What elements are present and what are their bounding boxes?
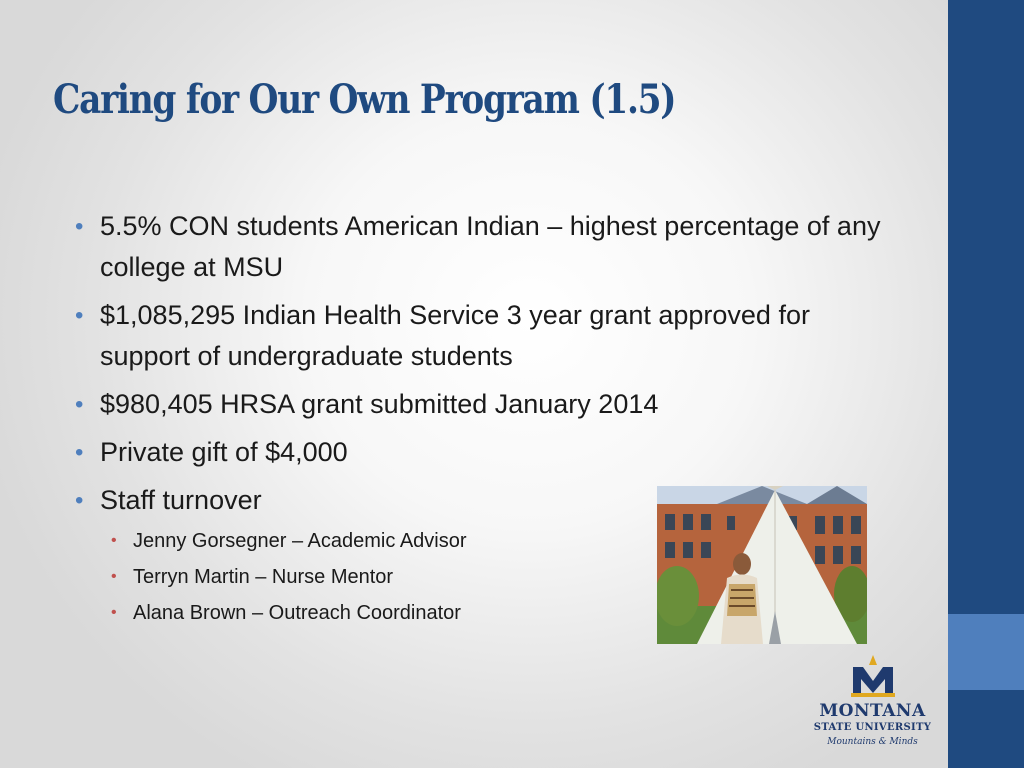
sub-bullet-dot-icon: • — [111, 604, 117, 621]
bullet-text: Private gift of $4,000 — [100, 437, 348, 467]
bullet-item — [75, 206, 895, 288]
bullet-item — [75, 384, 895, 425]
bullet-item — [75, 432, 895, 473]
sub-bullet-text: Terryn Martin – Nurse Mentor — [133, 566, 394, 588]
sub-bullet-text: Alana Brown – Outreach Coordinator — [133, 602, 461, 624]
bullet-text: $980,405 HRSA grant submitted January 2014 — [100, 389, 659, 419]
logo-name: MONTANA — [819, 701, 926, 721]
sub-bullet-dot-icon: • — [111, 568, 117, 585]
logo-subname: STATE UNIVERSITY — [813, 722, 932, 733]
bullet-dot-icon: • — [75, 213, 84, 240]
slide-title: Caring for Our Own Program (1.5) — [53, 76, 676, 123]
logo-tagline: Mountains & Minds — [827, 737, 918, 747]
sidebar-accent-band — [948, 614, 1024, 690]
photo-tipi-campus — [657, 486, 867, 644]
sub-bullet-dot-icon: • — [111, 532, 117, 549]
right-sidebar — [948, 0, 1024, 768]
msu-logo — [810, 655, 935, 760]
photo-illustration — [657, 486, 867, 644]
bullet-dot-icon: • — [75, 487, 84, 514]
bullet-dot-icon: • — [75, 391, 84, 418]
sub-bullet-text: Jenny Gorsegner – Academic Advisor — [133, 530, 467, 552]
bullet-text: Staff turnover — [100, 485, 262, 515]
bullet-dot-icon: • — [75, 302, 84, 329]
bullet-dot-icon: • — [75, 439, 84, 466]
bullet-text: $1,085,295 Indian Health Service 3 year grant approved for support of undergraduate students — [100, 300, 810, 371]
msu-m-logo-icon — [849, 655, 897, 699]
bullet-item — [75, 295, 895, 377]
bullet-text: 5.5% CON students American Indian – highest percentage of any college at MSU — [100, 211, 881, 282]
